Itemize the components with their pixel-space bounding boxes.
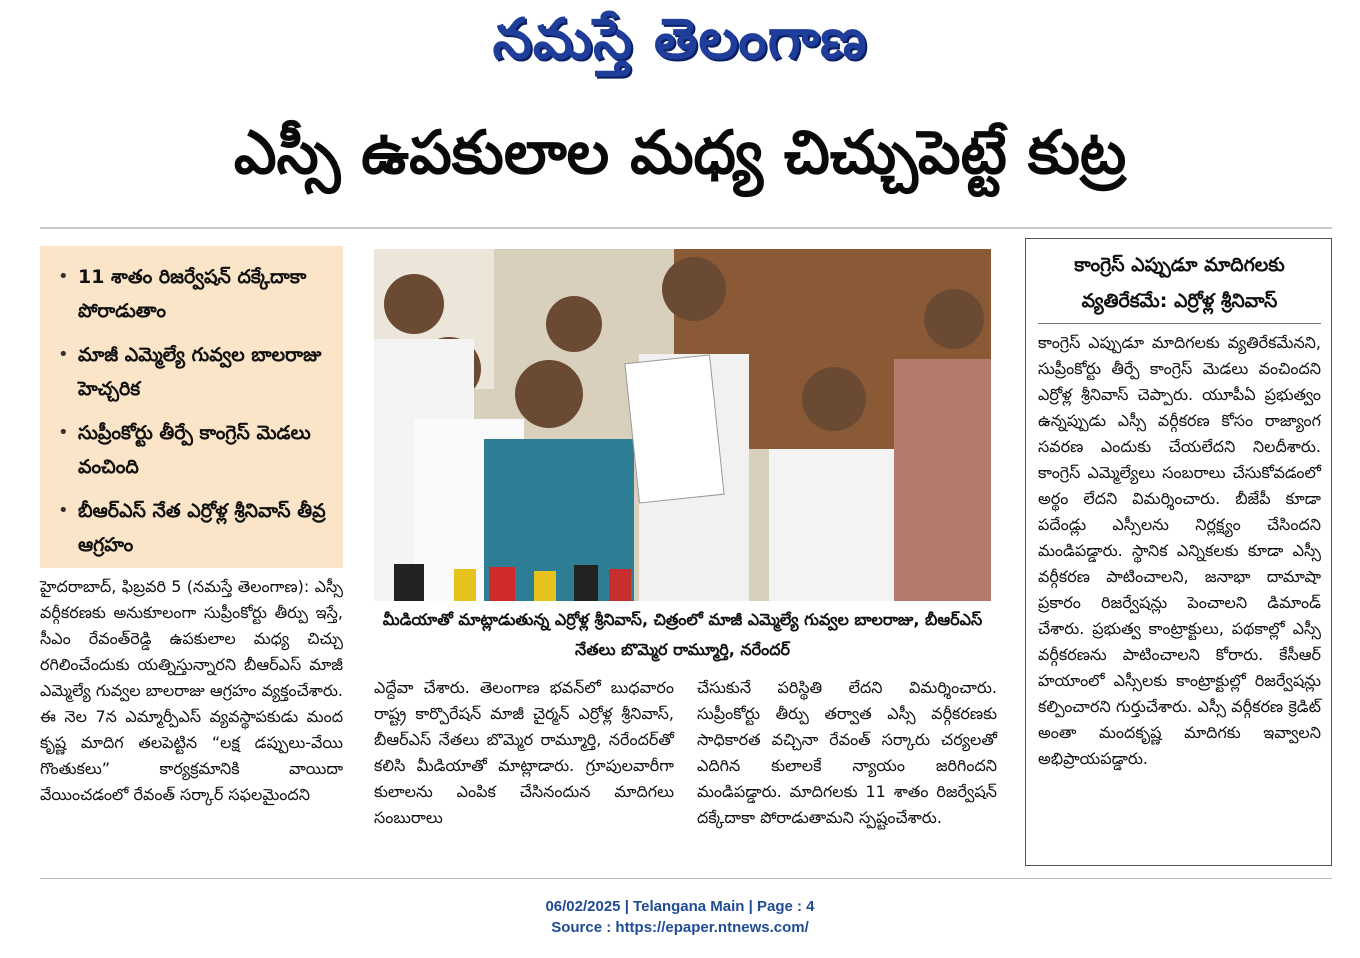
sidebar-title-line: వ్యతిరేకమే: ఎర్రోళ్ల శ్రీనివాస్	[1081, 290, 1278, 312]
divider	[40, 227, 1332, 229]
article-column-1: హైదరాబాద్, ఫిబ్రవరి 5 (నమస్తే తెలంగాణ): ఎస్సీ వర్గీకరణకు అనుకూలంగా సుప్రీంకోర్టు తీర్పు ఇస్తే, సీఎం రేవంత్‌రెడ్డి ఉపకులాల మధ్య చిచ్చు రగిలించేందుకు యత్నిస్తున్నారని బీఆర్ఎస్ మాజీ ఎమ్మెల్యే గువ్వల బాలరాజు ఆగ్రహం వ్యక్తంచేశారు. ఈ నెల 7న ఎమ్మార్పీఎస్ వ్యవస్థాపకుడు మంద కృష్ణ మాదిగ తలపెట్టిన “లక్ష డప్పులు-వేయి గొంతుకలు” కార్యక్రమానికి వాయిదా వేయించడంలో రేవంత్ సర్కార్ సఫలమైందని	[40, 577, 343, 804]
highlight-item	[58, 416, 333, 484]
masthead-logo: నమస్తే తెలంగాణ	[492, 6, 868, 72]
highlight-item	[58, 494, 333, 562]
highlight-item	[58, 260, 333, 328]
sidebar-title-line: కాంగ్రెస్ ఎప్పుడూ మాదిగలకు	[1074, 254, 1285, 276]
headline: ఎస్సీ ఉపకులాల మధ్య చిచ్చుపెట్టే కుట్ర	[233, 118, 1127, 188]
press-meet-photo	[374, 249, 991, 601]
highlight-item	[58, 338, 333, 406]
bullet-icon: •	[58, 266, 69, 287]
sidebar-box	[1025, 238, 1332, 866]
divider	[40, 878, 1332, 879]
highlight-text: బీఆర్ఎస్ నేత ఎర్రోళ్ల శ్రీనివాస్ తీవ్ర ఆగ్రహం	[78, 500, 326, 556]
highlight-text: 11 శాతం రిజర్వేషన్ దక్కేదాకా పోరాడుతాం	[78, 266, 307, 322]
highlights-box	[40, 246, 343, 568]
bullet-icon: •	[58, 500, 69, 521]
footer-source-line[interactable]: Source : https://epaper.ntnews.com/	[551, 919, 809, 936]
photo-caption: మీడియాతో మాట్లాడుతున్న ఎర్రోళ్ల శ్రీనివాస్, చిత్రంలో మాజీ ఎమ్మెల్యే గువ్వల బాలరాజు, బీఆర్ఎస్ నేతలు బొమ్మెర రామ్మూర్తి, నరేందర్	[382, 610, 983, 659]
bullet-icon: •	[58, 344, 69, 365]
article-column-2: ఎద్దేవా చేశారు. తెలంగాణ భవన్‌లో బుధవారం రాష్ట్ర కార్పొరేషన్ మాజీ చైర్మన్ ఎర్రోళ్ల శ్రీనివాస్, బీఆర్ఎస్ నేతలు బొమ్మెర రామ్మూర్తి, నరేందర్‌తో కలిసి మీడియాతో మాట్లాడారు. గ్రూపులవారీగా కులాలను ఎంపిక చేసినందున మాదిగలు సంబురాలు	[374, 678, 674, 827]
footer-date-line: 06/02/2025 | Telangana Main | Page : 4	[545, 898, 815, 915]
highlight-text: మాజీ ఎమ్మెల్యే గువ్వల బాలరాజు హెచ్చరిక	[78, 344, 322, 400]
highlight-text: సుప్రీంకోర్టు తీర్పే కాంగ్రెస్ మెడలు వంచింది	[78, 422, 311, 478]
footer	[0, 896, 1360, 938]
news-photo	[374, 249, 991, 601]
article-column-3: చేసుకునే పరిస్థితి లేదని విమర్శించారు. సుప్రీంకోర్టు తీర్పు తర్వాత ఎస్సీ వర్గీకరణకు సాధికారత వచ్చినా రేవంత్ సర్కారు చర్యలతో ఎదిగిన కులాలకే న్యాయం జరిగిందని మండిపడ్డారు. మాదిగలకు 11 శాతం రిజర్వేషన్ దక్కేదాకా పోరాడుతామని స్పష్టంచేశారు.	[697, 678, 997, 827]
sidebar-title	[1038, 247, 1321, 324]
sidebar-body: కాంగ్రెస్ ఎప్పుడూ మాదిగలకు వ్యతిరేకమేనని, సుప్రీంకోర్టు తీర్పే కాంగ్రెస్ మెడలు వంచిందని ఎర్రోళ్ల శ్రీనివాస్ చెప్పారు. యూపీఏ ప్రభుత్వం ఉన్నప్పుడు ఎస్సీ వర్గీకరణ కోసం రాజ్యాంగ సవరణ ఎందుకు చేయలేదని నిలదీశారు. కాంగ్రెస్ ఎమ్మెల్యేలు సంబరాలు చేసుకోవడంలో అర్థం లేదని విమర్శించారు. బీజేపీ కూడా పదేండ్లు ఎస్సీలను నిర్లక్ష్యం చేసిందని మండిపడ్డారు. స్థానిక ఎన్నికలకు కూడా ఎస్సీ వర్గీకరణ పాటించాలని, జనాభా దామాషా ప్రకారం రిజర్వేషన్లు పెంచాలని డిమాండ్ చేశారు. ప్రభుత్వ కాంట్రాక్టులు, పథకాల్లో ఎస్సీ వర్గీకరణను పాటించాలని కోరారు. కేసీఆర్ హయాంలో ఎస్సీలకు కాంట్రాక్టుల్లో రిజర్వేషన్లు కల్పించారని గుర్తుచేశారు. ఎస్సీ వర్గీకరణ క్రెడిట్ అంతా మందకృష్ణ మాదిగకు ఇవ్వాలని అభిప్రాయపడ్డారు.	[1038, 333, 1321, 768]
bullet-icon: •	[58, 422, 69, 443]
